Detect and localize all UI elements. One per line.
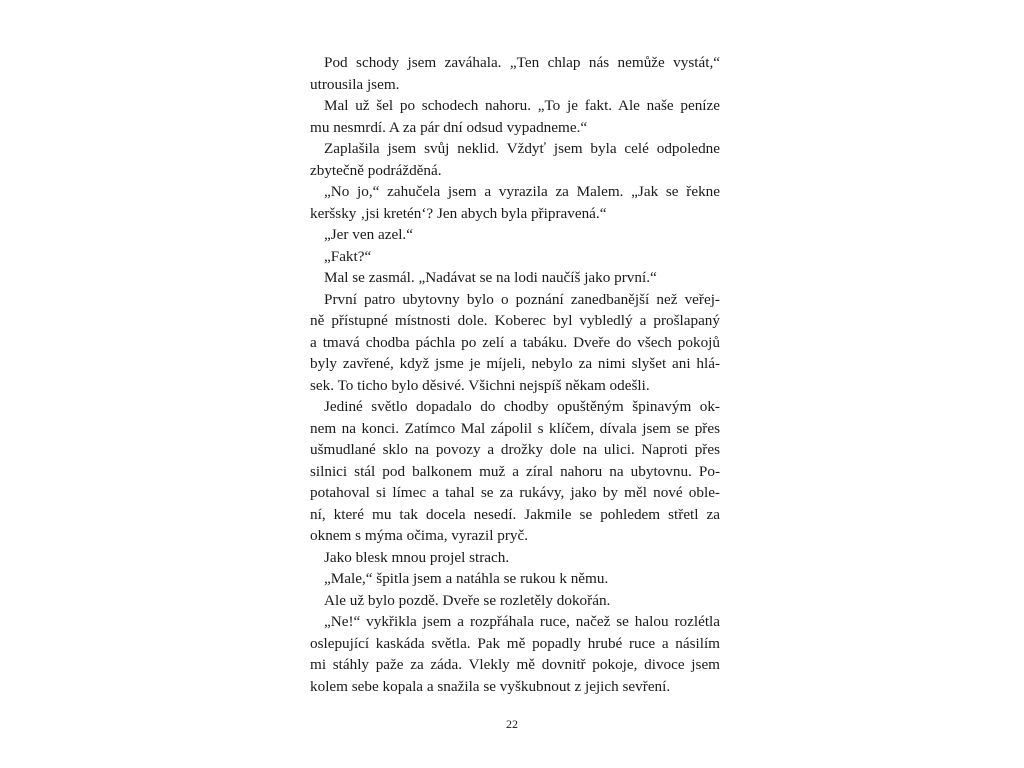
body-text [310,52,720,697]
text-line: silnici stál pod balkonem muž a zíral nahoru na ubytovnu. Po- [310,462,720,480]
text-line: sek. To ticho bylo děsivé. Všichni nejspíš někam odešli. [310,376,650,394]
text-line: Jako blesk mnou projel strach. [324,548,510,566]
text-line: utrousila jsem. [310,75,400,93]
text-line: a tmavá chodba páchla po zelí a tabáku. Dveře do všech pokojů [310,333,720,351]
text-line: Ale už bylo pozdě. Dveře se rozletěly dokořán. [324,591,611,609]
text-line: „Male,“ špitla jsem a natáhla se rukou k němu. [324,570,609,587]
text-line: „Jer ven azel.“ [324,226,413,243]
text-line: zbytečně podrážděná. [310,161,442,179]
text-line: Pod schody jsem zaváhala. „Ten chlap nás nemůže vystát,“ [324,54,720,71]
text-line: mu nesmrdí. A za pár dní odsud vypadneme.“ [310,118,588,136]
text-line: ušmudlané sklo na povozy a drožky dole na ulici. Naproti přes [310,441,720,458]
text-line: Mal se zasmál. „Nadávat se na lodi naučíš jako první.“ [324,269,657,286]
text-line: kolem sebe kopala a snažila se vyškubnout z jejich sevření. [310,677,671,695]
text-line: byly zavřené, když jsme je míjeli, nebylo za nimi slyšet ani hlá- [310,355,720,372]
text-line: ně přístupné místnosti dole. Koberec byl vybledlý a prošlapaný [310,312,720,329]
text-line: potahoval si límec a tahal se za rukávy, jako by měl nové oble- [310,484,720,501]
text-line: Mal už šel po schodech nahoru. „To je fakt. Ale naše peníze [324,97,720,114]
text-line: oknem s mýma očima, vyrazil pryč. [310,527,529,544]
text-line: keršsky ‚jsi kretén‘? Jen abych byla připravená.“ [310,204,607,222]
text-line: Jediné světlo dopadalo do chodby opuštěným špinavým ok- [324,398,720,415]
text-line: „Fakt?“ [324,247,372,265]
page-number: 22 [506,717,518,731]
text-line: oslepující kaskáda světla. Pak mě popadly hrubé ruce a násilím [310,634,720,652]
text-line: ní, které mu tak docela nesedí. Jakmile se pohledem střetl za [310,505,720,523]
text-line: „No jo,“ zahučela jsem a vyrazila za Malem. „Jak se řekne [324,183,720,200]
text-line: nem na konci. Zatímco Mal zápolil s klíčem, dívala jsem se přes [310,419,720,437]
text-line: První patro ubytovny bylo o poznání zanedbanější než veřej- [324,290,720,308]
text-line: Zaplašila jsem svůj neklid. Vždyť jsem byla celé odpoledne [324,140,720,157]
text-line: mi stáhly paže za záda. Vlekly mě dovnitř pokoje, divoce jsem [310,656,720,673]
text-line: „Ne!“ vykřikla jsem a rozpřáhala ruce, načež se halou rozlétla [324,613,720,630]
